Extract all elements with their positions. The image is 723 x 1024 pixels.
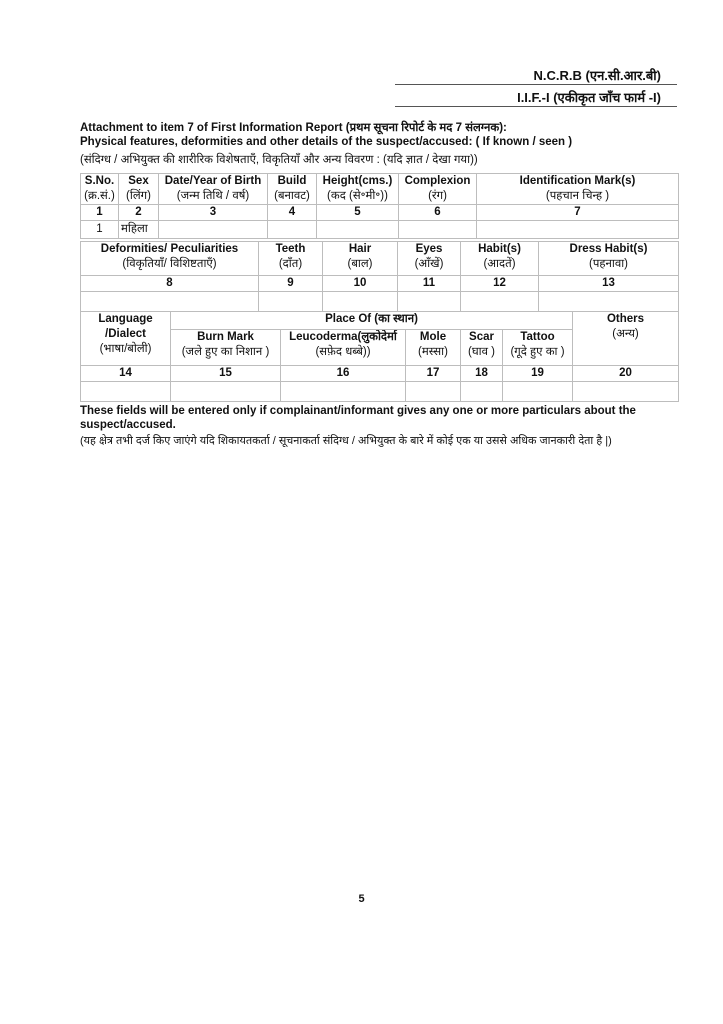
header-sno: S.No. (क्र.सं.)	[81, 174, 119, 205]
cell-hair[interactable]	[323, 292, 398, 312]
marks-number-row	[81, 366, 679, 382]
col-number: 13	[539, 276, 679, 292]
cell-teeth[interactable]	[259, 292, 323, 312]
col-number: 4	[268, 205, 317, 221]
col-number: 19	[503, 366, 573, 382]
header-complexion: Complexion (रंग)	[399, 174, 477, 205]
header-burn-mark: Burn Mark (जले हुए का निशान )	[171, 330, 281, 366]
header-habits: Habit(s) (आदतें)	[461, 242, 539, 276]
form-title: I.I.F.-I (एकीकृत जाँच फार्म -I)	[517, 90, 661, 105]
col-number: 14	[81, 366, 171, 382]
header-place-of: Place Of (का स्थान)	[171, 312, 573, 330]
cell-burn-mark[interactable]	[171, 382, 281, 402]
header-identification-marks: Identification Mark(s) (पहचान चिन्ह )	[477, 174, 679, 205]
col-number: 18	[461, 366, 503, 382]
identity-number-row	[81, 205, 679, 221]
col-number: 10	[323, 276, 398, 292]
header-sex: Sex (लिंग)	[119, 174, 159, 205]
cell-height[interactable]	[317, 221, 399, 239]
cell-eyes[interactable]	[398, 292, 461, 312]
cell-sex[interactable]: महिला	[119, 221, 159, 239]
cell-scar[interactable]	[461, 382, 503, 402]
header-build: Build (बनावट)	[268, 174, 317, 205]
col-number: 15	[171, 366, 281, 382]
header-deformities: Deformities/ Peculiarities (विकृतियाँ/ विशिष्टताएँ)	[81, 242, 259, 276]
header-teeth: Teeth (दाँत)	[259, 242, 323, 276]
cell-habits[interactable]	[461, 292, 539, 312]
cell-dob[interactable]	[159, 221, 268, 239]
col-number: 7	[477, 205, 679, 221]
col-number: 2	[119, 205, 159, 221]
cell-others[interactable]	[573, 382, 679, 402]
col-number: 20	[573, 366, 679, 382]
footnote-english: These fields will be entered only if complainant/informant gives any one or more particulars about the suspect/accused.	[80, 405, 636, 431]
features-table	[80, 241, 679, 312]
header-scar: Scar (घाव )	[461, 330, 503, 366]
page-number: 5	[358, 893, 365, 905]
cell-deformities[interactable]	[81, 292, 259, 312]
identity-table	[80, 173, 679, 239]
marks-data-row	[81, 382, 679, 402]
header-eyes: Eyes (आँखें)	[398, 242, 461, 276]
col-number: 16	[281, 366, 406, 382]
header-others: Others (अन्य)	[573, 312, 679, 366]
marks-table	[80, 311, 679, 402]
col-number: 12	[461, 276, 539, 292]
header-tattoo: Tattoo (गूदे हुए का )	[503, 330, 573, 366]
header-divider-bottom	[395, 106, 677, 107]
cell-dress-habits[interactable]	[539, 292, 679, 312]
cell-leucoderma[interactable]	[281, 382, 406, 402]
marks-header-row-top	[81, 312, 679, 330]
identity-header-row	[81, 174, 679, 205]
attachment-line	[80, 120, 507, 135]
cell-tattoo[interactable]	[503, 382, 573, 402]
col-number: 5	[317, 205, 399, 221]
physical-features-heading: Physical features, deformities and other details of the suspect/accused: ( If known / seen )	[80, 136, 573, 148]
ncrb-label: N.C.R.B (एन.सी.आर.बी)	[533, 68, 661, 83]
header-divider-top	[395, 84, 677, 85]
header-leucoderma: Leucoderma(लुकोदेर्मा (सफ़ेद धब्बे))	[281, 330, 406, 366]
features-number-row	[81, 276, 679, 292]
physical-features-hindi: (संदिग्ध / अभियुक्त की शारीरिक विशेषताएँ, विकृतियाँ और अन्य विवरण : (यदि ज्ञात / देखा गया))	[80, 154, 478, 166]
header-dob: Date/Year of Birth (जन्म तिथि / वर्ष)	[159, 174, 268, 205]
attachment-text: Attachment to item 7 of First Information Report (प्रथम सूचना रिपोर्ट के मद 7 संलग्नक):	[80, 122, 507, 134]
col-number: 8	[81, 276, 259, 292]
col-number: 3	[159, 205, 268, 221]
col-number: 17	[406, 366, 461, 382]
cell-mole[interactable]	[406, 382, 461, 402]
identity-data-row	[81, 221, 679, 239]
col-number: 9	[259, 276, 323, 292]
header-hair: Hair (बाल)	[323, 242, 398, 276]
footnote-hindi: (यह क्षेत्र तभी दर्ज किए जाएंगे यदि शिकायतकर्ता / सूचनाकर्ता संदिग्ध / अभियुक्त के बारे में कोई एक या उससे अधिक जानकारी देता है |)	[80, 435, 612, 447]
cell-sno[interactable]: 1	[81, 221, 119, 239]
features-header-row	[81, 242, 679, 276]
header-height: Height(cms.) (कद (से॰मी॰))	[317, 174, 399, 205]
header-mole: Mole (मस्सा)	[406, 330, 461, 366]
cell-identification-marks[interactable]	[477, 221, 679, 239]
col-number: 11	[398, 276, 461, 292]
cell-complexion[interactable]	[399, 221, 477, 239]
cell-build[interactable]	[268, 221, 317, 239]
col-number: 6	[399, 205, 477, 221]
features-data-row	[81, 292, 679, 312]
col-number: 1	[81, 205, 119, 221]
header-dress-habits: Dress Habit(s) (पहनावा)	[539, 242, 679, 276]
cell-language[interactable]	[81, 382, 171, 402]
header-language: Language /Dialect (भाषा/बोली)	[81, 312, 171, 366]
